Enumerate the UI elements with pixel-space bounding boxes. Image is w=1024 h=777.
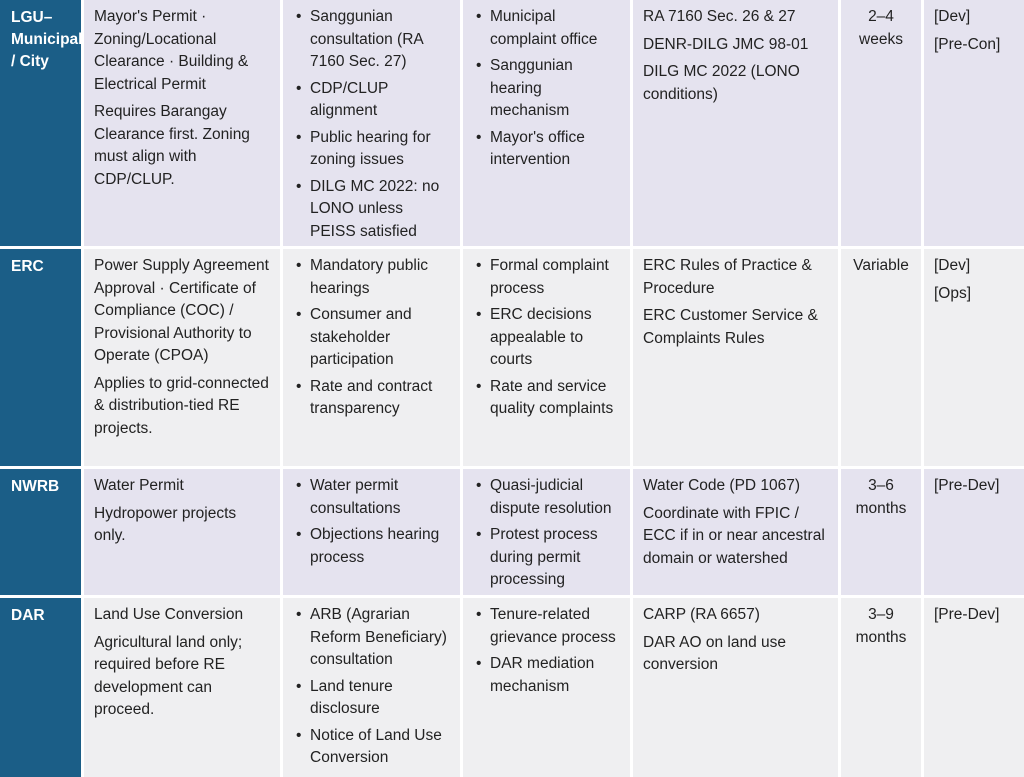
timeline-cell [841, 469, 921, 595]
list-item: • DAR mediation mechanism [473, 653, 620, 698]
permit-name: Water Permit [94, 477, 184, 494]
timeline-text: 2–4 weeks [859, 8, 903, 48]
permit-name: Land Use Conversion [94, 606, 244, 623]
timeline-cell [841, 0, 921, 246]
grievance-cell [463, 249, 630, 466]
list-item: • Water permit consultations [293, 475, 450, 520]
grievance-cell [463, 0, 630, 246]
list-item: • Mayor's office intervention [473, 127, 620, 172]
legal-basis-cell [633, 598, 838, 777]
grievance-cell [463, 469, 630, 595]
legal-basis-cell [633, 469, 838, 595]
phase-tag: [Pre-Dev] [934, 606, 1000, 623]
permit-name: Power Supply Agreement Approval · Certificate of Compliance (COC) / Provisional Authority to Operate (CPOA) [94, 257, 269, 364]
timeline-text: 3–9 months [855, 606, 907, 646]
phase-tag: [Pre-Dev] [934, 477, 1000, 494]
table-row [0, 598, 1024, 777]
engagement-cell [283, 249, 460, 466]
engagement-cell [283, 598, 460, 777]
list-item: • Rate and contract transparency [293, 376, 450, 421]
list-item: • CDP/CLUP alignment [293, 78, 450, 123]
permit-name: Mayor's Permit · Zoning/Locational Clearance · Building & Electrical Permit [94, 8, 249, 93]
permit-cell [84, 0, 280, 246]
list-item: • Sanggunian consultation (RA 7160 Sec. 27) [293, 6, 450, 74]
list-item: • Formal complaint process [473, 255, 620, 300]
list-item: • Objections hearing process [293, 524, 450, 569]
list-item: • Land tenure disclosure [293, 676, 450, 721]
legal-basis-line: DAR AO on land use conversion [643, 633, 787, 673]
engagement-cell [283, 469, 460, 595]
legal-basis-line: Coordinate with FPIC / ECC if in or near ancestral domain or watershed [643, 504, 825, 567]
permit-note: Requires Barangay Clearance first. Zoning must align with CDP/CLUP. [94, 103, 250, 188]
phase-tag: [Dev] [934, 8, 971, 25]
permit-cell [84, 469, 280, 595]
list-item: • ERC decisions appealable to courts [473, 304, 620, 372]
agency-cell: ERC [0, 249, 81, 466]
legal-basis-cell [633, 249, 838, 466]
list-item: • Rate and service quality complaints [473, 376, 620, 421]
list-item: • Municipal complaint office [473, 6, 620, 51]
list-item: • Notice of Land Use Conversion [293, 725, 450, 770]
list-item: • ARB (Agrarian Reform Beneficiary) consultation [293, 604, 450, 672]
grievance-cell [463, 598, 630, 777]
phase-tag: [Pre-Con] [934, 35, 1001, 53]
agency-cell: LGU–Municipal / City [0, 0, 81, 246]
list-item: • Tenure-related grievance process [473, 604, 620, 649]
phase-cell [924, 469, 1024, 595]
legal-basis-line: ERC Rules of Practice & Procedure [643, 257, 812, 297]
phase-cell [924, 249, 1024, 466]
phase-tag: [Ops] [934, 284, 972, 302]
phase-cell [924, 0, 1024, 246]
agency-cell: NWRB [0, 469, 81, 595]
list-item: • DILG MC 2022: no LONO unless PEISS satisfied [293, 176, 450, 244]
table-row [0, 249, 1024, 466]
permit-note: Agricultural land only; required before RE development can proceed. [94, 633, 243, 718]
list-item: • Quasi-judicial dispute resolution [473, 475, 620, 520]
list-item: • Sanggunian hearing mechanism [473, 55, 620, 123]
timeline-text: 3–6 months [855, 477, 907, 517]
timeline-cell [841, 598, 921, 777]
list-item: • Protest process during permit processing [473, 524, 620, 592]
list-item: • Mandatory public hearings [293, 255, 450, 300]
legal-basis-line: ERC Customer Service & Complaints Rules [643, 307, 818, 347]
timeline-cell [841, 249, 921, 466]
agency-cell: DAR [0, 598, 81, 777]
timeline-text: Variable [853, 257, 909, 274]
permit-note: Hydropower projects only. [94, 504, 237, 544]
engagement-cell [283, 0, 460, 246]
legal-basis-line: DILG MC 2022 (LONO conditions) [643, 63, 800, 103]
legal-basis-line: CARP (RA 6657) [643, 606, 760, 623]
permit-cell [84, 598, 280, 777]
list-item: • Consumer and stakeholder participation [293, 304, 450, 372]
permit-cell [84, 249, 280, 466]
phase-tag: [Dev] [934, 257, 971, 274]
table-row [0, 469, 1024, 595]
permit-note: Applies to grid-connected & distribution-tied RE projects. [94, 374, 269, 437]
table-row [0, 0, 1024, 246]
phase-cell [924, 598, 1024, 777]
list-item: • Public hearing for zoning issues [293, 127, 450, 172]
legal-basis-line: Water Code (PD 1067) [643, 477, 801, 494]
legal-basis-line: DENR-DILG JMC 98-01 [643, 35, 809, 53]
legal-basis-cell [633, 0, 838, 246]
legal-basis-line: RA 7160 Sec. 26 & 27 [643, 8, 796, 25]
